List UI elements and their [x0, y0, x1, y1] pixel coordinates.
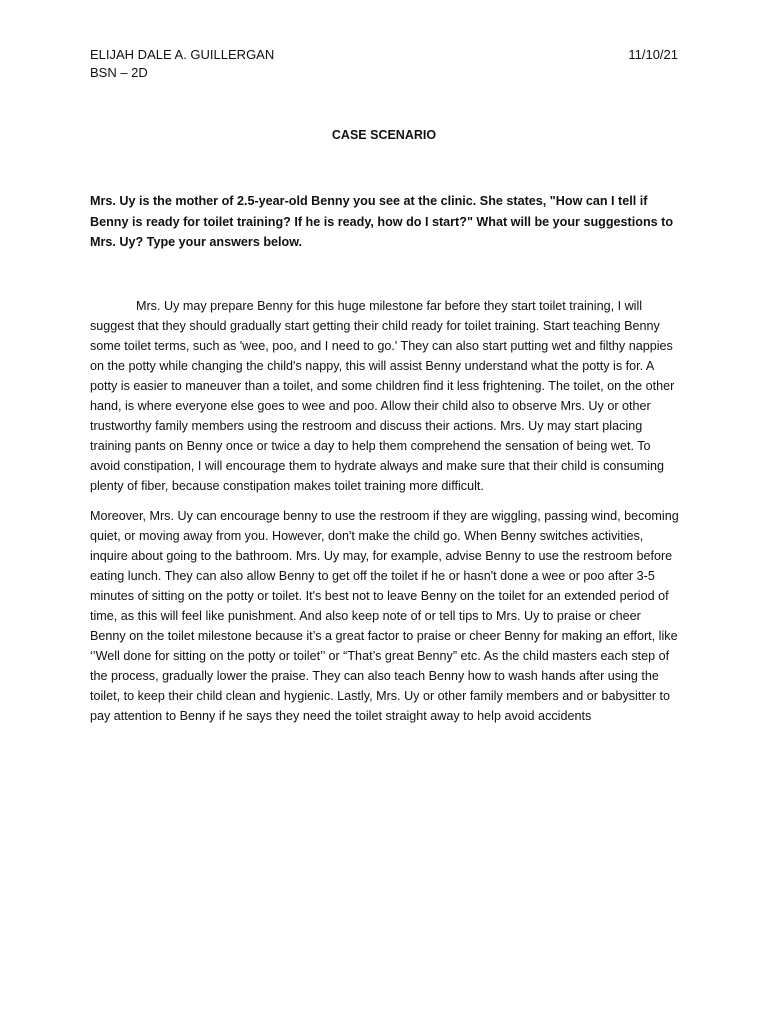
document-title: CASE SCENARIO: [331, 128, 437, 142]
answer-body: [90, 296, 680, 736]
author-block: [90, 46, 274, 82]
case-prompt: Mrs. Uy is the mother of 2.5-year-old Benny you see at the clinic. She states, "How can I tell if Benny is ready for toilet training? If he is ready, how do I start?" What will be your suggestions to Mrs. Uy? Type your answers below.: [90, 194, 674, 249]
document-date: 11/10/21: [628, 47, 678, 62]
answer-paragraph-1: Mrs. Uy may prepare Benny for this huge milestone far before they start toilet training, I will suggest that they should gradually start getting their child ready for toilet training. Start teaching Benny some toilet terms, such as 'wee, poo, and I need to go.' They can also start putting wet and filthy nappies on the potty while changing the child's nappy, this will assist Benny understand what the potty is for. A potty is easier to maneuver than a toilet, and some children find it less frightening. The toilet, on the other hand, is where everyone else goes to wee and poo. Allow their child also to observe Mrs. Uy or other trustworthy family members using the restroom and discuss their actions. Mrs. Uy may start placing training pants on Benny once or twice a day to help them comprehend the sensation of being wet. To avoid constipation, I will encourage them to hydrate always and make sure that their child is consuming plenty of fiber, because constipation makes toilet training more difficult.: [90, 299, 675, 493]
author-name: ELIJAH DALE A. GUILLERGAN: [90, 47, 275, 62]
author-section: BSN – 2D: [90, 65, 148, 80]
answer-paragraph-2: Moreover, Mrs. Uy can encourage benny to use the restroom if they are wiggling, passing wind, becoming quiet, or moving away from you. However, don't make the child go. When Benny switches activities, inquire about going to the bathroom. Mrs. Uy may, for example, advise Benny to use the restroom before eating lunch. They can also allow Benny to get off the toilet if he or hasn't done a wee or poo after 3-5 minutes of sitting on the potty or toilet. It's best not to leave Benny on the toilet for an extended period of time, as this will feel like punishment. And also keep note of or tell tips to Mrs. Uy to praise or cheer Benny on the toilet milestone because it’s a great factor to praise or cheer Benny for making an effort, like ‘’Well done for sitting on the potty or toilet’’ or “That’s great Benny” etc. As the child masters each step of the process, gradually lower the praise. They can also teach Benny how to wash hands after using the toilet, to keep their child clean and hygienic. Lastly, Mrs. Uy or other family members and or babysitter to pay attention to Benny if he says they need the toilet straight away to help avoid accidents: [90, 509, 679, 723]
